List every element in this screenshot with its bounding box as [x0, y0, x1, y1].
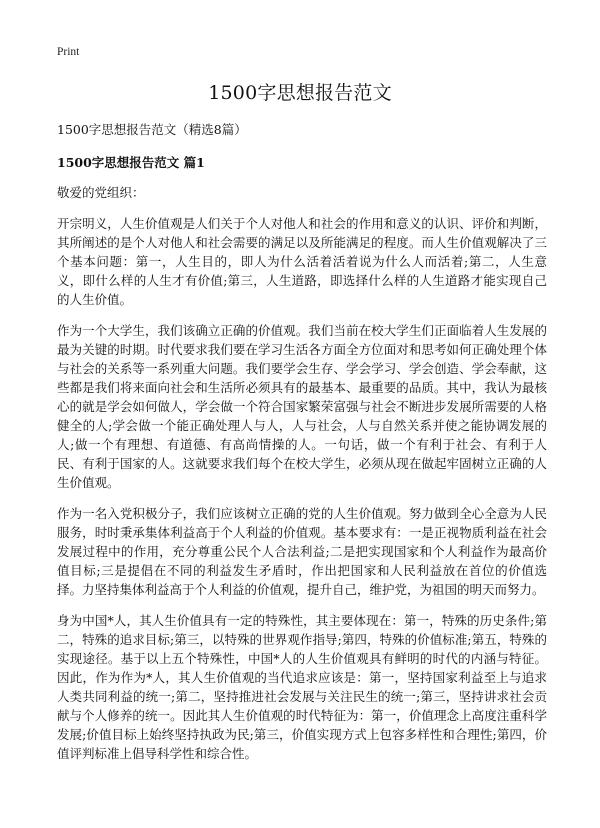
- document-body: [57, 120, 547, 775]
- document-title: 1500字思想报告范文: [208, 82, 392, 104]
- body-paragraph-4: 身为中国*人，其人生价值具有一定的特殊性，其主要体现在：第一，特殊的历史条件;第二，特殊的追求目标;第三，以特殊的世界观作指导;第四，特殊的价值标准;第五，特殊的实现途径。基于以上五个特殊性，中国*人的人生价值观具有鲜明的时代的内涵与特征。因此，作为作为*人，其人生价值观的当代追求应该是：第一，坚持国家利益至上与追求人类共同利益的统一;第二，坚持推进社会发展与关注民生的统一;第三，坚持讲求社会贡献与个人修养的统一。因此其人生价值观的时代特征为：第一，价值理念上高度注重科学发展;价值目标上始终坚持执政为民;第三，价值实现方式上包容多样性和合理性;第四，价值评判标准上倡导科学性和综合性。: [57, 613, 547, 761]
- salutation: 敬爱的党组织：: [57, 185, 145, 200]
- body-paragraph-3: 作为一名入党积极分子，我们应该树立正确的党的人生价值观。努力做到全心全意为人民服务，时时秉承集体利益高于个人利益的价值观。基本要求有：一是正视物质利益在社会发展过程中的作用，充分尊重公民个人合法利益;二是把实现国家和个人利益作为最高价值目标;三是提倡在不同的利益发生矛盾时，作出把国家和人民利益放在首位的价值选择。力坚持集体利益高于个人利益的价值观，提升自己，维护党，为祖国的明天而努力。: [57, 506, 547, 597]
- document-subtitle: 1500字思想报告范文（精选8篇）: [57, 122, 247, 137]
- body-paragraph-1: 开宗明义，人生价值观是人们关于个人对他人和社会的作用和意义的认识、评价和判断，其所阐述的是个人对他人和社会需要的满足以及所能满足的程度。而人生价值观解决了三个基本问题：第一，人生目的，即人为什么活着活着说为什么人而活着;第二，人生意义，即什么样的人生才有价值;第三，人生道路，即选择什么样的人生道路才能实现自己的人生价值。: [57, 216, 547, 307]
- print-link[interactable]: Print: [57, 46, 80, 58]
- body-paragraph-2: 作为一个大学生，我们该确立正确的价值观。我们当前在校大学生们正面临着人生发展的最为关键的时期。时代要求我们要在学习生活各方面全方位面对和思考如何正确处理个体与社会的关系等一系列重大问题。我们要学会生存、学会学习、学会创造、学会奉献，这些都是我们将来面向社会和生活所必须具有的最基本、最重要的品质。其中，我认为最核心的就是学会如何做人，学会做一个符合国家繁荣富强与社会不断进步发展所需要的人格健全的人;学会做一个能正确处理人与人，人与社会，人与自然关系并使之能协调发展的人;做一个有理想、有道德、有高尚情操的人。一句话，做一个有利于社会、有利于人民、有利于国家的人。这就要求我们每个在校大学生，必须从现在做起牢固树立正确的人生价值观。: [57, 323, 547, 490]
- section-heading: 1500字思想报告范文 篇1: [57, 155, 205, 170]
